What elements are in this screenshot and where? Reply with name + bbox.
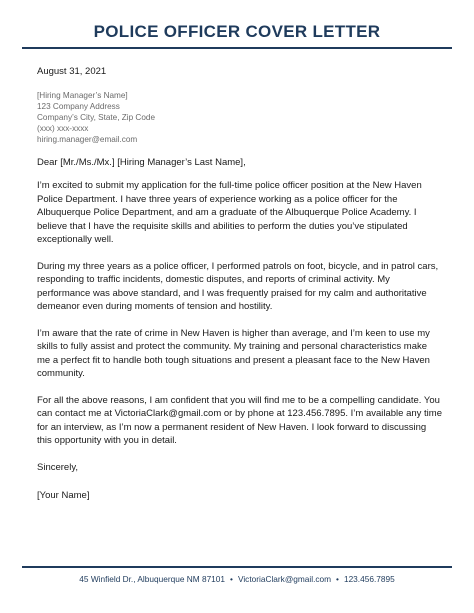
footer-separator: •	[336, 574, 339, 584]
letter-date: August 31, 2021	[37, 66, 107, 77]
footer-separator: •	[230, 574, 233, 584]
recipient-name: [Hiring Manager’s Name]	[37, 90, 128, 100]
recipient-address: 123 Company Address	[37, 101, 120, 111]
footer-address: 45 Winfield Dr., Albuquerque NM 87101	[79, 574, 226, 584]
footer-phone: 123.456.7895	[343, 574, 395, 584]
footer-contact	[0, 574, 474, 584]
paragraph-community: I’m aware that the rate of crime in New Haven is higher than average, and I’m keen to use my skills to fully assist and protect the community. My training and personal characteristics make me a perfect fit to handle both tough situations and present a pleasant face to the New Haven community.	[37, 327, 430, 380]
header-divider	[22, 47, 452, 49]
footer-divider	[22, 566, 452, 568]
recipient-block	[37, 90, 442, 146]
paragraph-experience: During my three years as a police officer, I performed patrols on foot, bicycle, and in patrol cars, responding to traffic incidents, domestic disputes, and reports of criminal activity. My performance was above standard, and I was frequently praised for my calm and authoritative demeanor even during moments of tension and hostility.	[37, 260, 439, 313]
salutation: Dear [Mr./Ms./Mx.] [Hiring Manager’s Last Name],	[37, 156, 246, 168]
closing-phrase: Sincerely,	[37, 461, 79, 473]
signature: [Your Name]	[37, 490, 90, 502]
recipient-phone: (xxx) xxx-xxxx	[37, 124, 89, 134]
letter-body	[37, 65, 442, 503]
footer-email[interactable]: VictoriaClark@gmail.com	[237, 574, 332, 584]
page-title: POLICE OFFICER COVER LETTER	[93, 22, 381, 41]
recipient-city: Company’s City, State, Zip Code	[37, 112, 156, 122]
recipient-email: hiring.manager@email.com	[37, 135, 138, 145]
paragraph-intro: I’m excited to submit my application for the full-time police officer position at the New Haven Police Department. I have three years of experience working as a police officer for the Albuquerque Police Department, and am a graduate of the Albuquerque Police Academy. I believe that I have the requisite skills and abilities to perform the duties you’ve stipulated exceptionally well.	[37, 180, 422, 246]
paragraph-closing: For all the above reasons, I am confident that you will find me to be a compelling candidate. You can contact me at VictoriaClark@gmail.com or by phone at 123.456.7895. I’m available any time for an interview, as I’m now a permanent resident of New Haven. I look forward to discussing this opportunity with you in detail.	[37, 394, 442, 447]
